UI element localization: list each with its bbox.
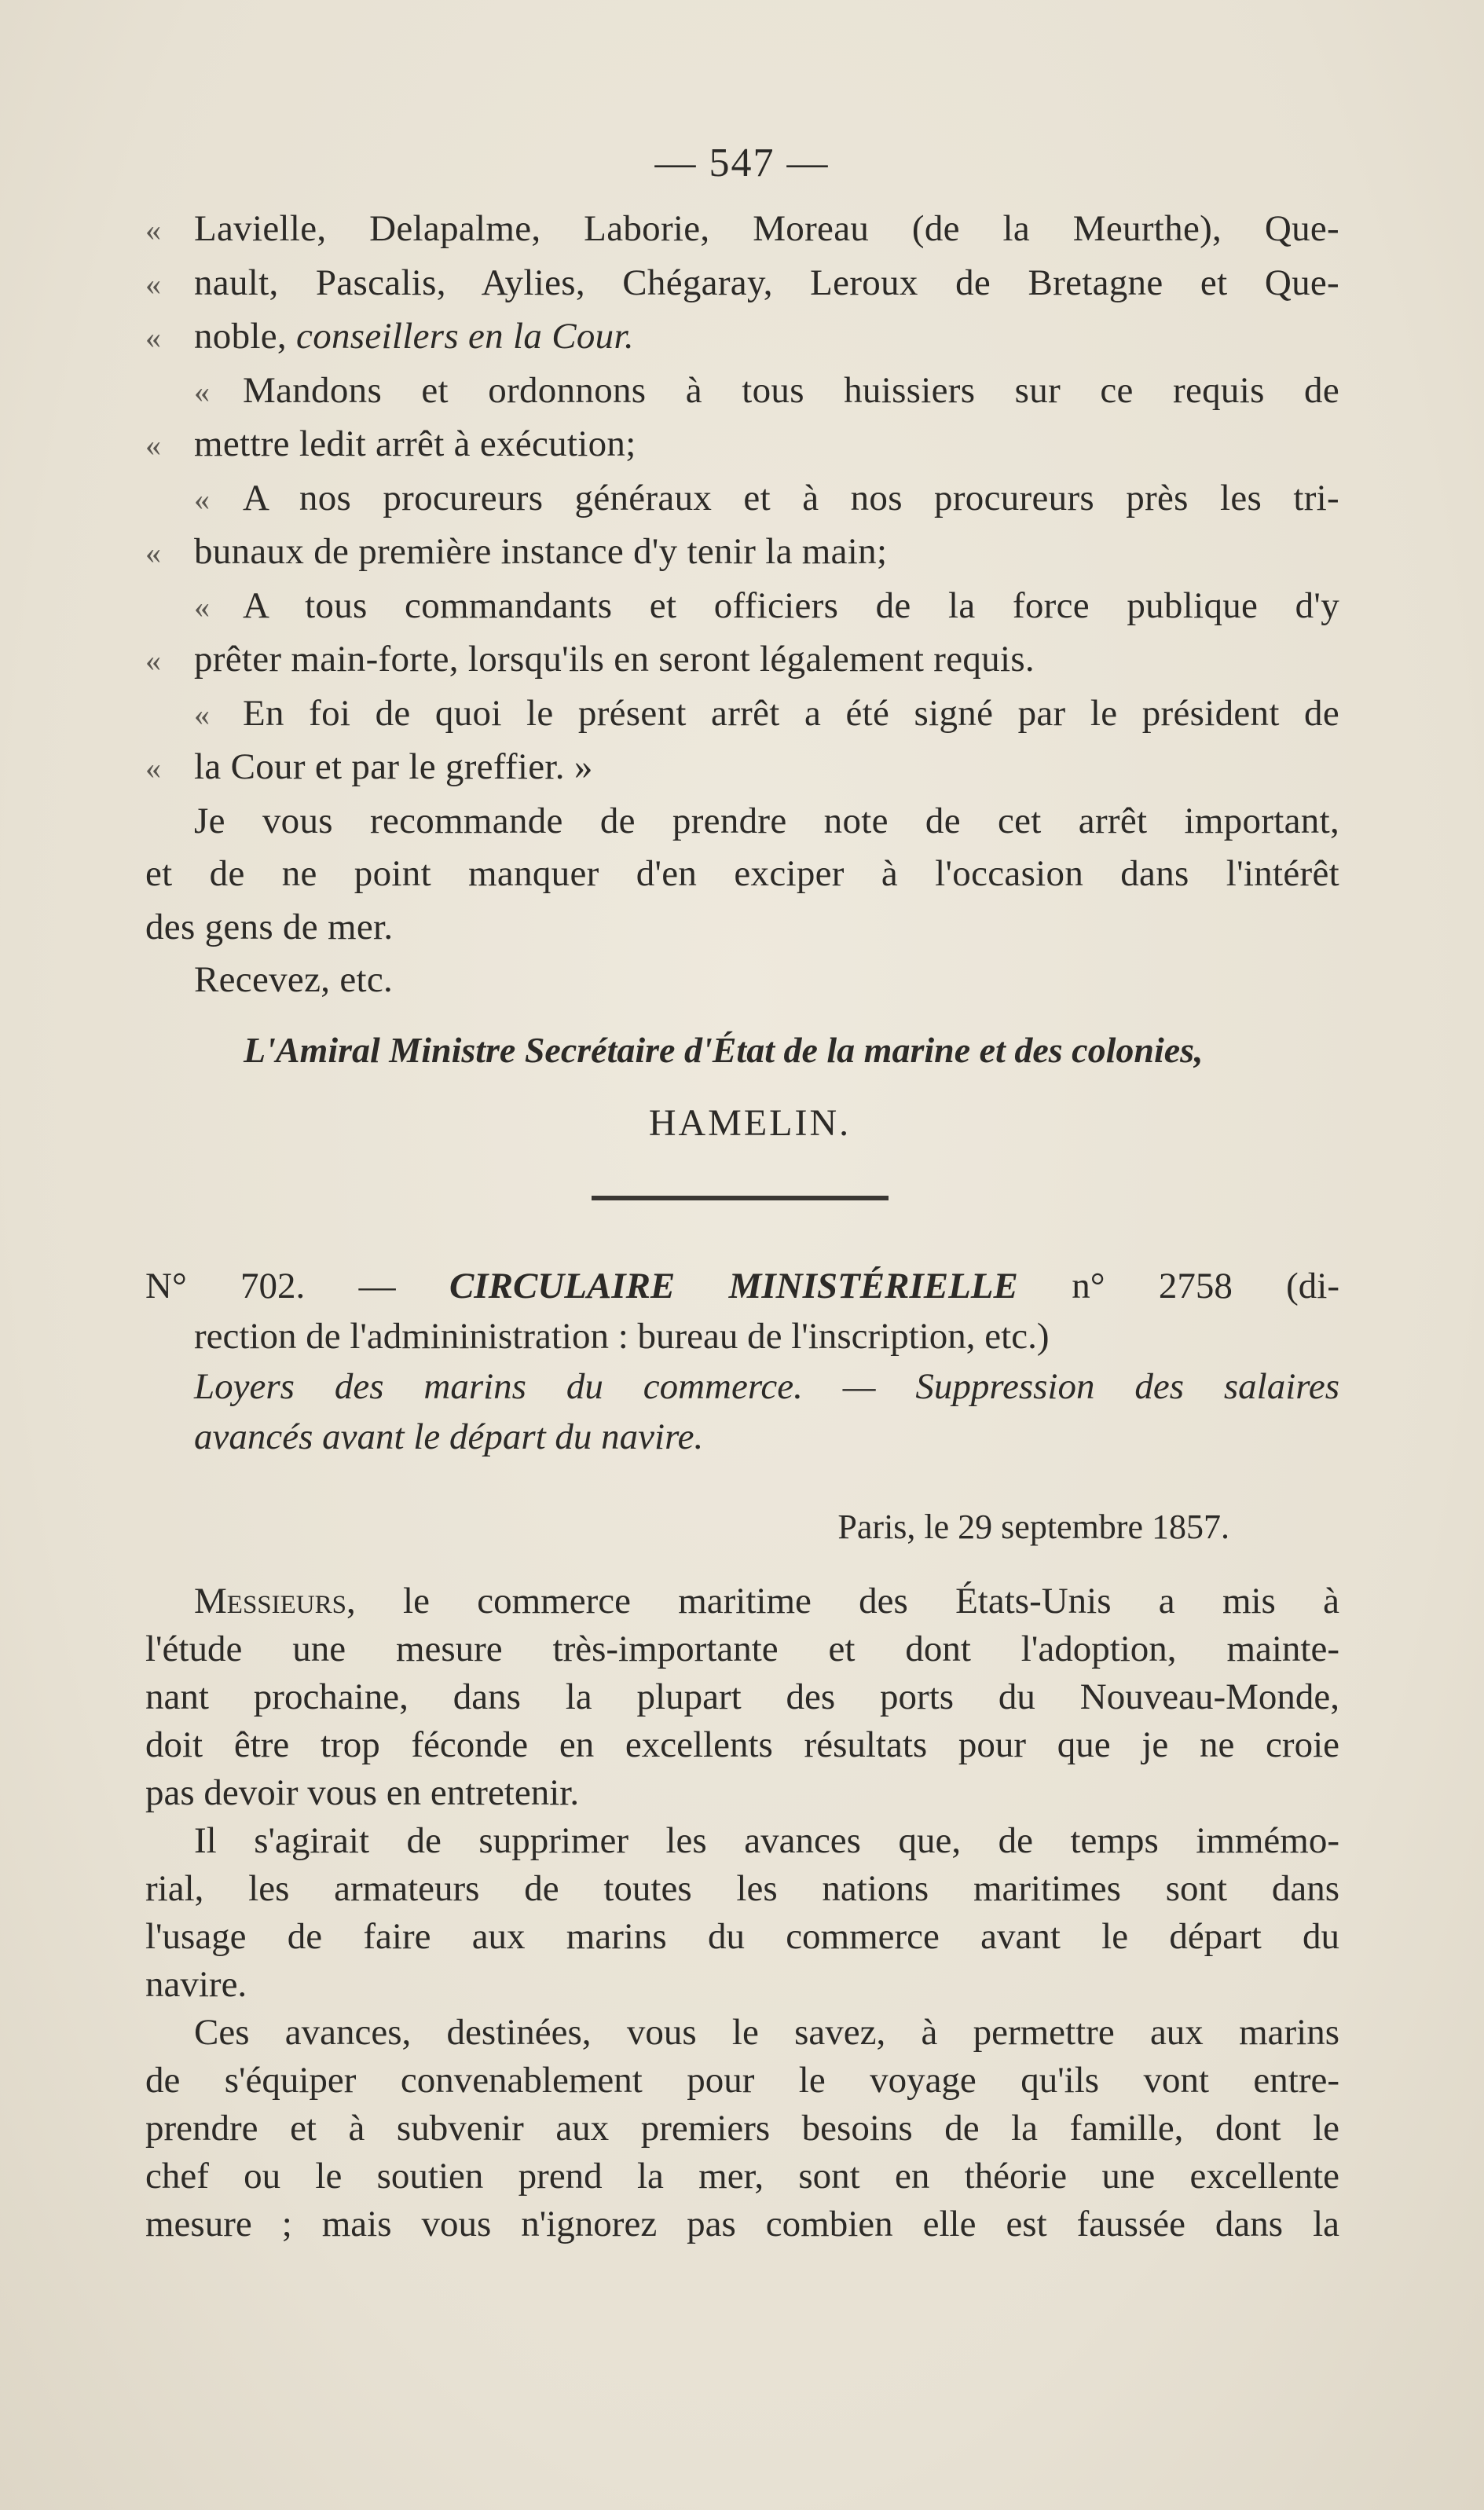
closing-paragraph-line: et de ne point manquer d'en exciper à l'occasion dans l'intérêt (145, 853, 1339, 894)
signature-title: L'Amiral Ministre Secrétaire d'État de la marine et des colonies, (244, 1030, 1204, 1070)
date-line: Paris, le 29 septembre 1857. (837, 1508, 1229, 1546)
quoted-line: « la Cour et par le greffier. » (145, 746, 593, 787)
quoted-line: « prêter main-forte, lorsqu'ils en seront légalement requis. (145, 639, 1035, 680)
quoted-line: « En foi de quoi le présent arrêt a été signé par le président de (194, 692, 1339, 734)
quoted-line: « A nos procureurs généraux et à nos procureurs près les tri- (194, 477, 1339, 518)
closing-paragraph-line: des gens de mer. (145, 906, 394, 947)
body-line: l'étude une mesure très-importante et dont l'adoption, mainte- (145, 1629, 1339, 1669)
quoted-decree-block (145, 203, 1339, 1007)
quoted-line: « mettre ledit arrêt à exécution; (145, 423, 636, 464)
body-line: Ces avances, destinées, vous le savez, à permettre aux marins (194, 2012, 1339, 2053)
body-line: prendre et à subvenir aux premiers besoins de la famille, dont le (145, 2108, 1339, 2149)
circular-subject-line: Loyers des marins du commerce. — Suppression des salaires (194, 1366, 1339, 1407)
salutation: Recevez, etc. (194, 959, 394, 1000)
quoted-line: « bunaux de première instance d'y tenir la main; (145, 531, 888, 572)
circular-title: CIRCULAIRE MINISTÉRIELLE (449, 1266, 1018, 1306)
quoted-line: « nault, Pascalis, Aylies, Chégaray, Leroux de Bretagne et Que- (145, 262, 1339, 303)
body-line: chef ou le soutien prend la mer, sont en théorie une excellente (145, 2156, 1339, 2197)
body-line: rial, les armateurs de toutes les nations maritimes sont dans (145, 1868, 1339, 1909)
body-line: nant prochaine, dans la plupart des ports du Nouveau-Monde, (145, 1676, 1339, 1717)
body-line: Il s'agirait de supprimer les avances que, de temps immémo- (194, 1820, 1339, 1861)
circular-heading (145, 1261, 1339, 1462)
page-number: — 547 — (654, 141, 830, 185)
body-line: doit être trop féconde en excellents résultats pour que je ne croie (145, 1724, 1339, 1765)
circular-direction-line: rection de l'admininistration : bureau de l'inscription, etc.) (194, 1316, 1050, 1357)
closing-paragraph-line: Je vous recommande de prendre note de cet arrêt important, (194, 800, 1339, 841)
circular-subject-line: avancés avant le départ du navire. (194, 1416, 704, 1457)
quoted-line: « Mandons et ordonnons à tous huissiers sur ce requis de (194, 369, 1339, 411)
salutation-lead: Messieurs (194, 1581, 346, 1621)
quoted-line: « A tous commandants et officiers de la force publique d'y (194, 584, 1339, 626)
body-line: pas devoir vous en entretenir. (145, 1772, 580, 1813)
letter-body (145, 1577, 1339, 2248)
body-line: de s'équiper convenablement pour le voyage qu'ils vont entre- (145, 2060, 1339, 2101)
signature-name: HAMELIN. (648, 1102, 852, 1144)
quoted-line: « Lavielle, Delapalme, Laborie, Moreau (de la Meurthe), Que- (145, 208, 1339, 249)
circular-title-line: N° 702. — CIRCULAIRE MINISTÉRIELLE n° 2758 (di- (145, 1266, 1339, 1306)
body-line: navire. (145, 1964, 247, 2005)
quoted-line: « noble, conseillers en la Cour. (145, 316, 634, 357)
section-divider (592, 1196, 889, 1200)
body-line: mesure ; mais vous n'ignorez pas combien elle est faussée dans la (145, 2204, 1339, 2244)
body-line: Messieurs, le commerce maritime des États-Unis a mis à (194, 1581, 1339, 1621)
body-line: l'usage de faire aux marins du commerce avant le départ du (145, 1916, 1339, 1957)
